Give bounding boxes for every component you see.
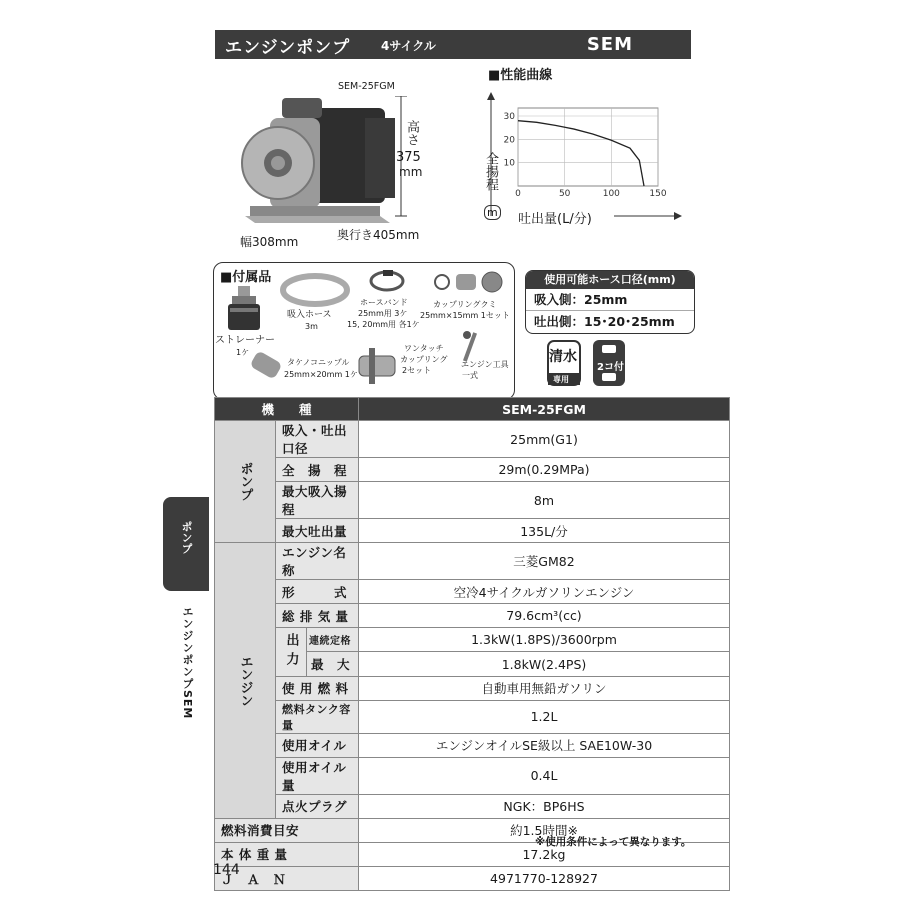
table-row <box>215 700 730 733</box>
plot-frame <box>518 108 658 186</box>
nipple-icon <box>248 350 284 380</box>
table-row <box>215 458 730 482</box>
acc-tool-qty: 一式 <box>462 371 478 380</box>
acc-onetouch-name2: カップリング <box>400 355 448 364</box>
spec-value: 1.3kW(1.8PS)/3600rpm <box>359 628 730 652</box>
spec-value: NGK：BP6HS <box>359 794 730 818</box>
performance-chart <box>478 88 690 228</box>
table-row <box>215 519 730 543</box>
spec-label: 最 大 <box>307 652 359 676</box>
x-tick-label: 150 <box>649 189 667 199</box>
x-tick-label: 100 <box>602 189 620 199</box>
acc-nipple-name: タケノコニップル <box>287 358 350 367</box>
spec-table <box>214 397 730 891</box>
acc-strainer-qty: 1ケ <box>236 348 250 357</box>
y-tick-label: 30 <box>503 112 515 122</box>
table-row <box>215 757 730 794</box>
acc-onetouch-qty: 2セット <box>402 366 432 375</box>
spec-value: 1.8kW(2.4PS) <box>359 652 730 676</box>
spec-value: 4971770-128927 <box>359 867 730 891</box>
side-text: エンジンポンプSEM <box>181 606 194 720</box>
spec-value: エンジンオイルSE級以上 SAE10W-30 <box>359 733 730 757</box>
hose-suction-row: 吸入側：25mm <box>526 289 694 311</box>
hose-band-icon <box>365 268 409 294</box>
acc-onetouch-name: ワンタッチ <box>404 344 444 353</box>
acc-coupling-name: カップリングクミ <box>433 300 497 309</box>
table-row <box>215 867 730 891</box>
table-row <box>215 421 730 458</box>
spec-head-row <box>215 398 730 421</box>
acc-band-spec2: 15, 20mm用 各1ケ <box>347 320 420 329</box>
height-value: 375 <box>396 150 421 165</box>
two-outlet-label: 2コ付 <box>597 362 624 373</box>
spec-value: 約1.5時間※ <box>359 818 730 842</box>
spec-value: 17.2kg <box>359 842 730 866</box>
table-row <box>215 794 730 818</box>
hose-diameter-title: 使用可能ホース口径(mm) <box>526 271 694 289</box>
spec-value: 25mm(G1) <box>359 421 730 458</box>
spec-value: 空冷4サイクルガソリンエンジン <box>359 580 730 604</box>
output-label: 出力 <box>276 628 307 676</box>
spec-value: 自動車用無鉛ガソリン <box>359 676 730 700</box>
one-touch-coupling-icon <box>355 344 399 388</box>
spec-label: 吸入・吐出口径 <box>276 421 359 458</box>
spec-label: エンジン名称 <box>276 543 359 580</box>
width-label: 幅308mm <box>240 235 299 249</box>
spec-label: 使 用 燃 料 <box>276 676 359 700</box>
side-tab <box>163 497 209 591</box>
group-pump: ポンプ <box>215 421 276 543</box>
coupling-set-icon <box>432 268 512 296</box>
acc-band-spec1: 25mm用 3ケ <box>358 309 408 318</box>
spec-label: Ｊ Ａ Ｎ <box>215 867 359 891</box>
acc-coupling-spec: 25mm×15mm 1セット <box>420 311 510 320</box>
table-row <box>215 604 730 628</box>
spec-value: 79.6cm³(cc) <box>359 604 730 628</box>
strainer-icon <box>224 284 264 334</box>
table-row <box>215 733 730 757</box>
y-axis-unit: m <box>484 205 501 220</box>
spec-value: 8m <box>359 482 730 519</box>
acc-nipple-spec: 25mm×20mm 1ケ <box>284 370 358 379</box>
spec-value: 0.4L <box>359 757 730 794</box>
spec-label: 燃料消費目安 <box>215 818 359 842</box>
table-row <box>215 628 730 652</box>
header-subtitle: 4サイクル <box>381 39 436 53</box>
table-row <box>215 482 730 519</box>
x-tick-label: 50 <box>558 189 571 199</box>
spec-label: 本 体 重 量 <box>215 842 359 866</box>
acc-tool-name: エンジン工具 <box>461 360 509 369</box>
acc-hose-qty: 3m <box>305 322 318 331</box>
footnote: ※使用条件によって異なります。 <box>535 836 692 848</box>
spec-value: 29m(0.29MPa) <box>359 458 730 482</box>
y-axis-label: 全揚程 <box>483 152 498 191</box>
side-tab-label: ポンプ <box>180 521 193 554</box>
header-title: エンジンポンプ <box>225 38 351 58</box>
y-arrow-head <box>487 92 495 100</box>
acc-hose-name: 吸入ホース <box>287 310 332 320</box>
spec-label: 使用オイル量 <box>276 757 359 794</box>
height-unit: mm <box>399 165 423 179</box>
spec-label: 最大吐出量 <box>276 519 359 543</box>
spec-value: 三菱GM82 <box>359 543 730 580</box>
spec-label: 使用オイル <box>276 733 359 757</box>
product-image <box>230 78 423 238</box>
spec-label: 形 式 <box>276 580 359 604</box>
fresh-water-label: 清水 <box>549 349 577 365</box>
curve-section-title: ■性能曲線 <box>488 68 553 83</box>
y-tick-label: 10 <box>503 158 515 169</box>
spec-head-value: SEM-25FGM <box>359 398 730 421</box>
page-number: 144 <box>213 862 240 878</box>
spec-label: 燃料タンク容量 <box>276 700 359 733</box>
x-tick-label: 0 <box>515 189 521 199</box>
table-row <box>215 580 730 604</box>
suction-hose-icon <box>280 272 350 308</box>
group-engine: エンジン <box>215 543 276 819</box>
spec-label: 連続定格 <box>307 628 359 652</box>
hose-discharge-row: 吐出側：15･20･25mm <box>534 314 675 329</box>
header-series: SEM <box>586 34 633 55</box>
spec-value: 1.2L <box>359 700 730 733</box>
curve-series-line <box>518 121 644 186</box>
spec-head-label: 機 種 <box>215 398 359 421</box>
spec-label: 全 揚 程 <box>276 458 359 482</box>
spec-label: 最大吸入揚程 <box>276 482 359 519</box>
x-axis-label: 吐出量(L/分) <box>518 212 592 227</box>
y-tick-label: 20 <box>503 135 515 146</box>
acc-band-name: ホースバンド <box>360 298 408 307</box>
spec-label: 総 排 気 量 <box>276 604 359 628</box>
model-label: SEM-25FGM <box>338 81 395 92</box>
table-row <box>215 543 730 580</box>
fresh-water-sub: 専用 <box>553 375 569 384</box>
depth-label: 奥行き405mm <box>337 228 420 242</box>
height-label: 高さ <box>404 120 419 146</box>
spec-label: 点火プラグ <box>276 794 359 818</box>
accessories-title: ■付属品 <box>220 270 272 285</box>
page-header <box>215 30 691 59</box>
x-axis-arrow <box>614 210 684 222</box>
table-row <box>215 676 730 700</box>
hose-diameter-box <box>525 270 695 334</box>
acc-strainer-name: ストレーナー <box>215 335 275 346</box>
spec-value: 135L/分 <box>359 519 730 543</box>
